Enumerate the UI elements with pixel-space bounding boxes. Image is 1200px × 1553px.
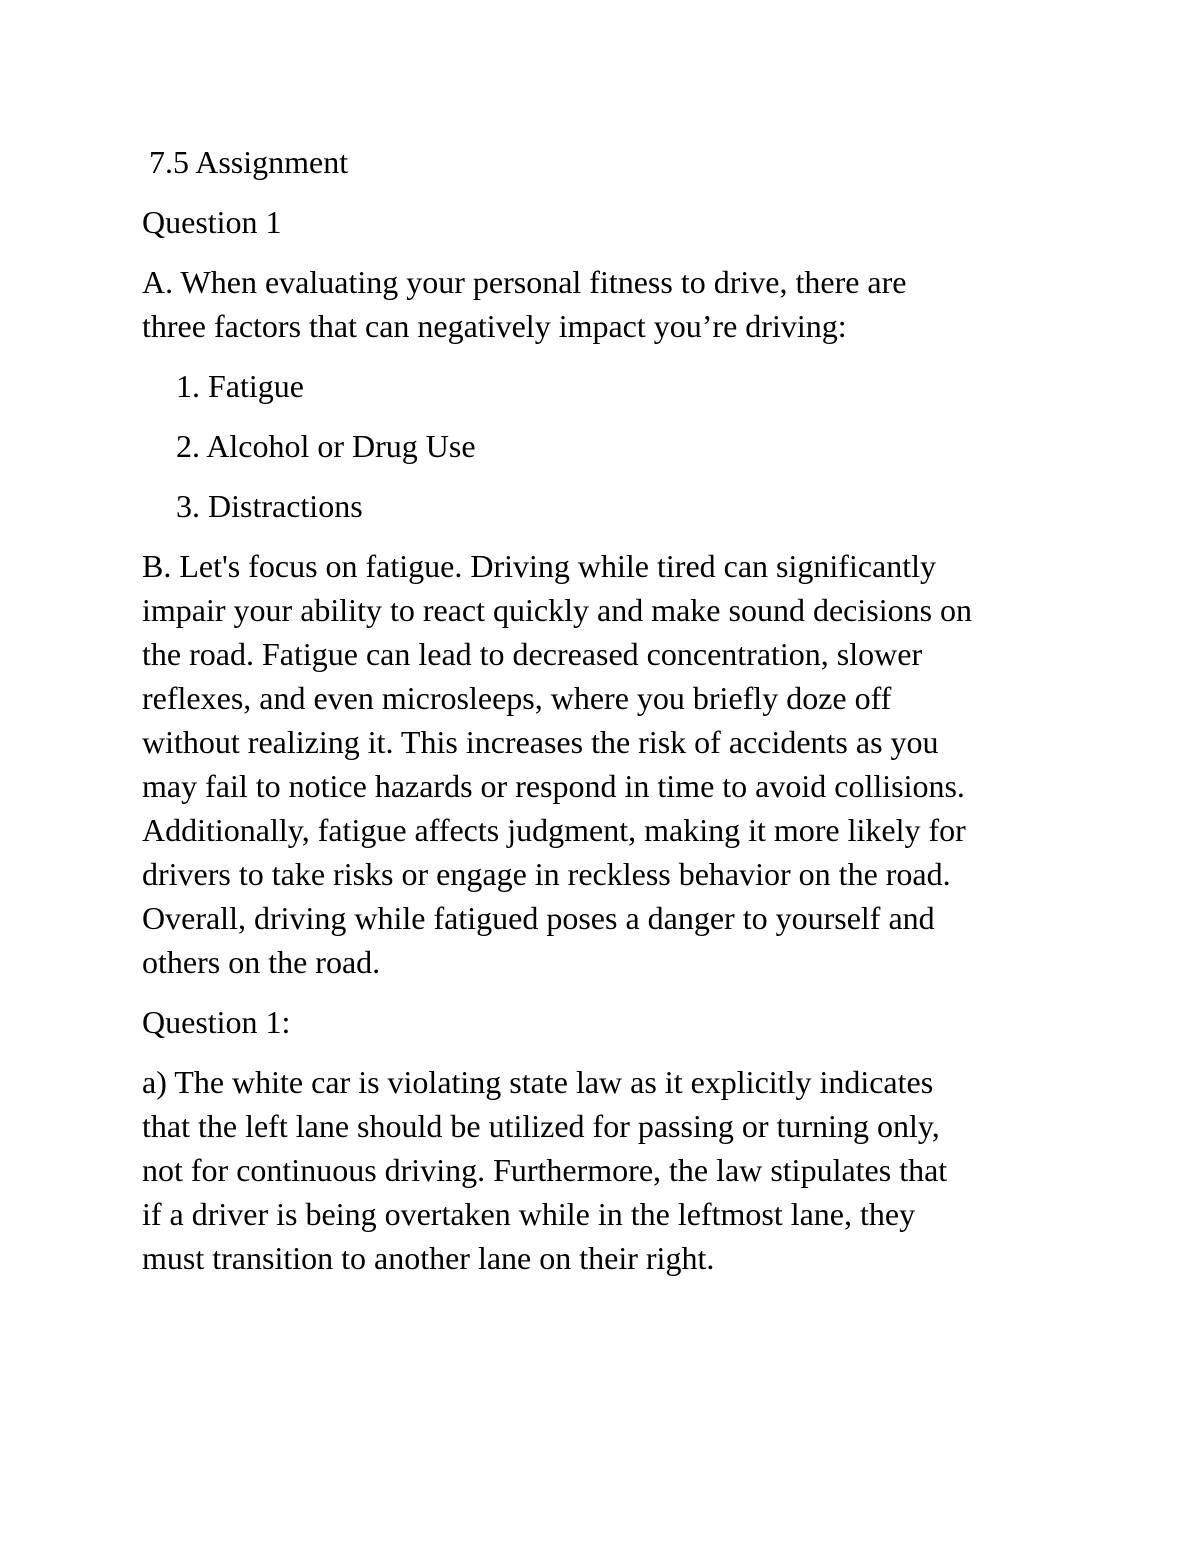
paragraph-line: not for continuous driving. Furthermore, the law stipulates that bbox=[142, 1152, 948, 1188]
paragraph-line: Overall, driving while fatigued poses a danger to yourself and bbox=[142, 900, 935, 936]
paragraph-line: drivers to take risks or engage in reckless behavior on the road. bbox=[142, 856, 951, 892]
paragraph-line: the road. Fatigue can lead to decreased concentration, slower bbox=[142, 636, 923, 672]
question-heading: Question 1: bbox=[142, 1004, 291, 1040]
paragraph-line: B. Let's focus on fatigue. Driving while tired can significantly bbox=[142, 548, 937, 584]
part-b-paragraph bbox=[142, 544, 1102, 984]
paragraph-line: reflexes, and even microsleeps, where you briefly doze off bbox=[142, 680, 892, 716]
paragraph-line: A. When evaluating your personal fitness to drive, there are bbox=[142, 264, 907, 300]
paragraph-line: others on the road. bbox=[142, 944, 381, 980]
paragraph-line: if a driver is being overtaken while in the leftmost lane, they bbox=[142, 1196, 916, 1232]
paragraph-line: may fail to notice hazards or respond in time to avoid collisions. bbox=[142, 768, 965, 804]
paragraph-line: that the left lane should be utilized for passing or turning only, bbox=[142, 1108, 940, 1144]
part-a-paragraph bbox=[142, 260, 1102, 348]
answer-a-paragraph bbox=[142, 1060, 1102, 1280]
list-item: 3. Distractions bbox=[176, 488, 363, 524]
list-item: 1. Fatigue bbox=[176, 368, 304, 404]
paragraph-line: impair your ability to react quickly and make sound decisions on bbox=[142, 592, 973, 628]
paragraph-line: Additionally, fatigue affects judgment, making it more likely for bbox=[142, 812, 966, 848]
factors-list bbox=[142, 364, 1102, 528]
paragraph-line: without realizing it. This increases the risk of accidents as you bbox=[142, 724, 939, 760]
paragraph-line: must transition to another lane on their right. bbox=[142, 1240, 715, 1276]
question-heading: Question 1 bbox=[142, 204, 282, 240]
document-body bbox=[142, 140, 1102, 1296]
list-item: 2. Alcohol or Drug Use bbox=[176, 428, 476, 464]
paragraph-line: three factors that can negatively impact you’re driving: bbox=[142, 308, 847, 344]
document-title: 7.5 Assignment bbox=[149, 144, 349, 180]
paragraph-line: a) The white car is violating state law as it explicitly indicates bbox=[142, 1064, 934, 1100]
